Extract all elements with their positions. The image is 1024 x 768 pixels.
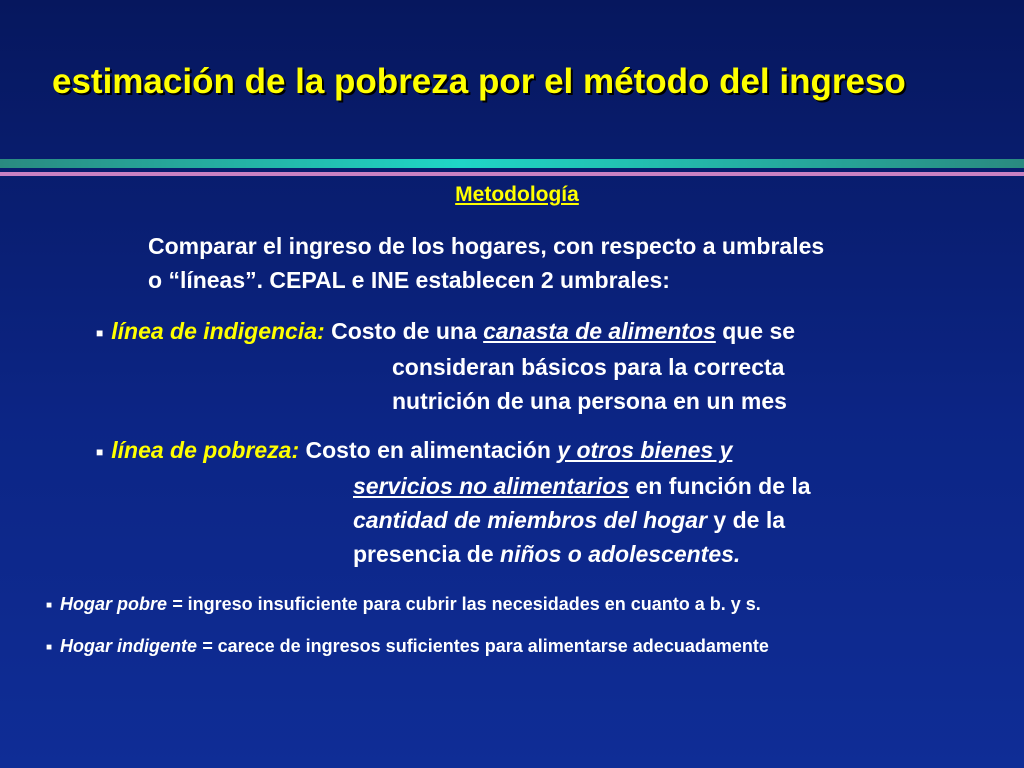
bullet-text: en función de la xyxy=(635,472,811,499)
intro-line-1: Comparar el ingreso de los hogares, con respecto a umbrales xyxy=(148,233,825,259)
square-bullet-icon: ■ xyxy=(46,599,53,611)
note-text: ingreso insuficiente para cubrir las necesidades en cuanto a b. y s. xyxy=(187,594,761,614)
bullet-line: consideran básicos para la correcta xyxy=(392,353,785,380)
bullet-line xyxy=(96,537,811,571)
square-bullet-icon: ■ xyxy=(96,444,104,459)
bullet-emphasis: niños o adolescentes. xyxy=(500,540,741,567)
bullet-text: que se xyxy=(722,318,796,344)
slide-title: estimación de la pobreza por el método del ingreso xyxy=(52,62,906,101)
title-divider-teal xyxy=(0,159,1024,168)
note-text: carece de ingresos suficientes para alimentarse adecuadamente xyxy=(217,636,769,656)
bullet-emphasis: servicios no alimentarios xyxy=(353,472,630,499)
bullet-emphasis: y otros bienes y xyxy=(557,437,733,463)
bullet-text: Costo de una xyxy=(331,318,477,344)
bullet-pobreza xyxy=(96,433,811,571)
bullet-text: Costo en alimentación xyxy=(305,437,551,463)
intro-paragraph xyxy=(148,229,998,297)
bullet-emphasis: canasta de alimentos xyxy=(483,318,716,344)
title-divider-pink xyxy=(0,172,1024,176)
bullet-text: presencia de xyxy=(353,540,494,567)
bullet-emphasis: cantidad de miembros del hogar xyxy=(353,506,708,533)
bullet-line xyxy=(96,503,811,537)
bullet-term: línea de pobreza: xyxy=(111,437,300,463)
bullet-indigencia xyxy=(96,314,795,418)
square-bullet-icon: ■ xyxy=(46,641,53,653)
note-term: Hogar pobre = xyxy=(60,594,183,614)
note-term: Hogar indigente = xyxy=(60,636,213,656)
bullet-line xyxy=(96,469,811,503)
bullet-term: línea de indigencia: xyxy=(111,318,325,344)
bullet-text: y de la xyxy=(713,506,786,533)
intro-line-2: o “líneas”. CEPAL e INE establecen 2 umbrales: xyxy=(148,267,670,293)
square-bullet-icon: ■ xyxy=(96,325,104,340)
section-heading: Metodología xyxy=(455,183,579,206)
note-hogar-pobre xyxy=(46,594,761,615)
bullet-line: nutrición de una persona en un mes xyxy=(392,387,787,414)
note-hogar-indigente xyxy=(46,636,769,657)
